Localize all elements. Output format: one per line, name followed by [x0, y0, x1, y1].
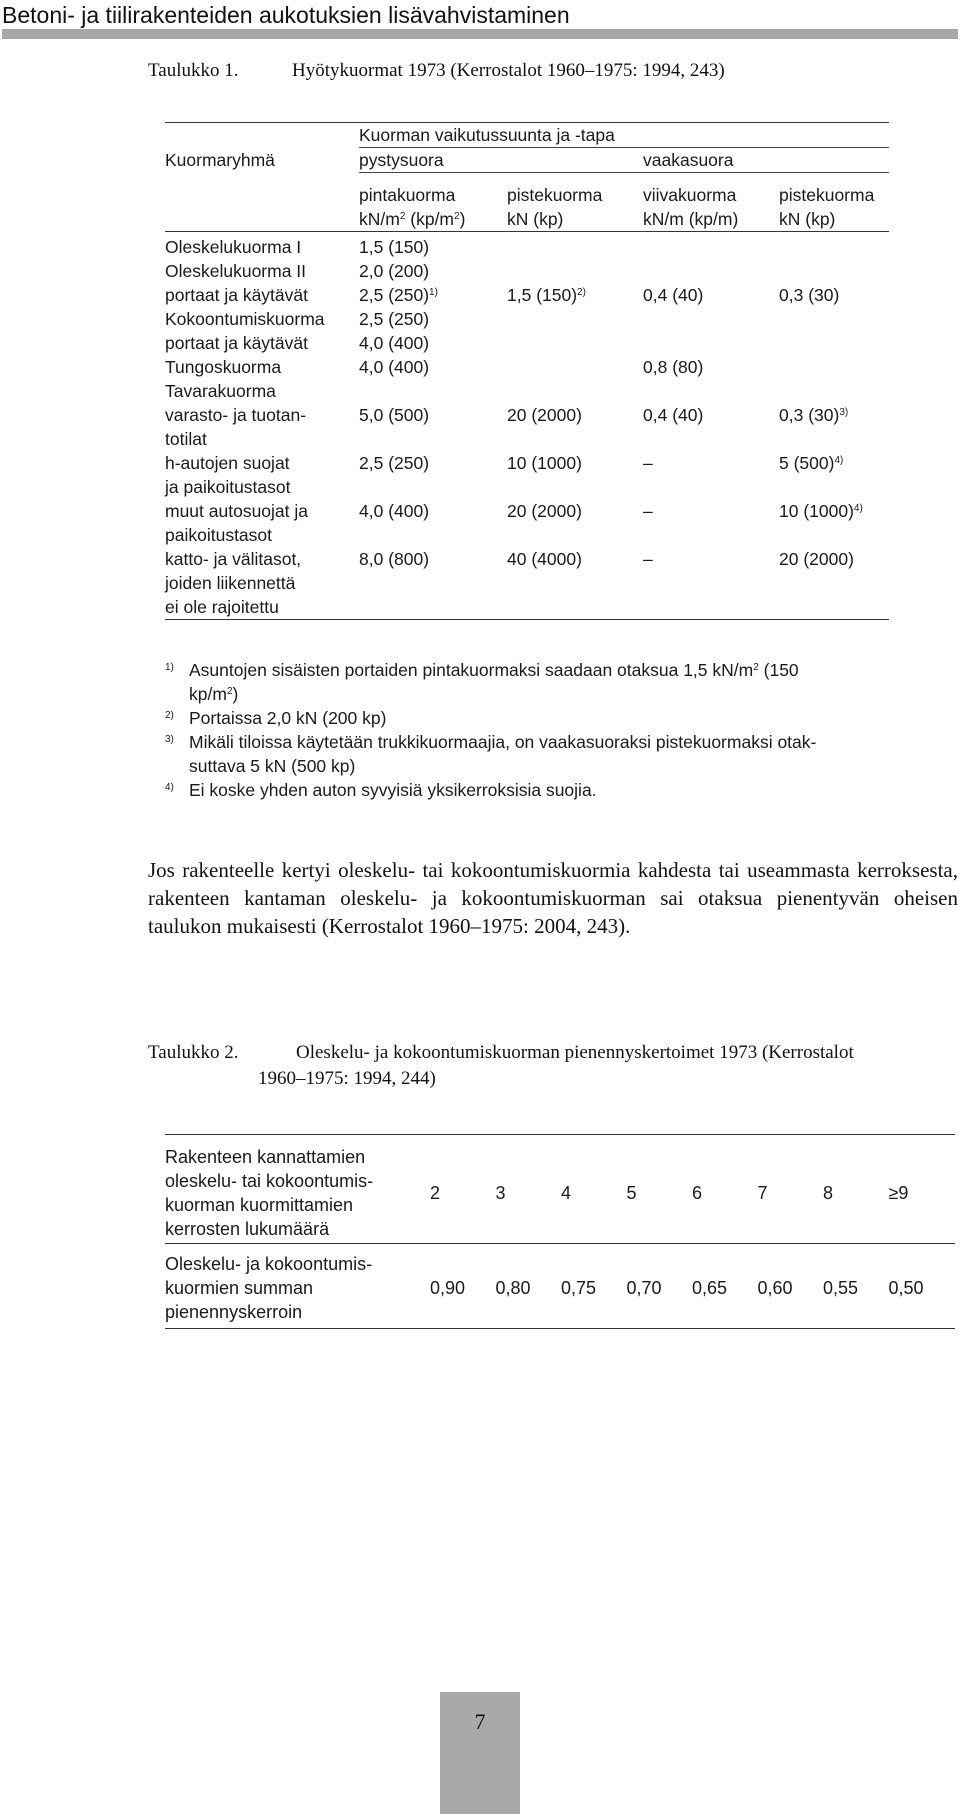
table1-row-header: Kuormaryhmä	[165, 149, 275, 170]
footnote-ref: 4)	[853, 503, 863, 514]
table-cell: 0,50	[888, 1277, 924, 1298]
table-cell-c2	[507, 355, 643, 379]
table1-footnotes	[165, 658, 905, 802]
table1-group-header: Kuorman vaikutussuunta ja -tapa	[359, 123, 889, 148]
table-cell-c1	[359, 379, 507, 403]
load-group-name: varasto- ja tuotan- totilat	[165, 405, 307, 449]
table-cell: 8	[823, 1182, 834, 1203]
load-group-name: muut autosuojat ja paikoitustasot	[165, 501, 309, 545]
table1-caption-number: Taulukko 1.	[148, 60, 239, 81]
footnote-text: Portaissa 2,0 kN (200 kp)	[189, 708, 387, 728]
body-paragraph: Jos rakenteelle kertyi oleskelu- tai kokoontumiskuormia kahdesta tai useammasta kerroksesta, rakenteen kantaman oleskelu- ja kokoontumiskuorman sai otaksua pienentyvän oheisen taulukon mukaisesti (Kerrostalot 1960–1975: 2004, 243).	[148, 858, 958, 938]
table-cell-c2: 10 (1000)	[507, 453, 582, 473]
table-cell: 0,80	[495, 1277, 531, 1298]
load-group-name: Tavarakuorma	[165, 381, 276, 401]
table-cell: 0,55	[823, 1277, 859, 1298]
table-cell-c4: 5 $(500)^{4)}$	[779, 453, 844, 473]
table-cell-c3: 0,4 (40)	[643, 285, 704, 305]
table-row	[165, 331, 889, 355]
footnote	[165, 658, 905, 706]
table1	[165, 122, 889, 624]
footnote-number: 4)	[165, 782, 174, 793]
table-cell-c4	[779, 307, 889, 331]
table-cell-c2	[507, 235, 643, 259]
load-group-name: portaat ja käytävät	[165, 333, 308, 353]
load-group-name: Tungoskuorma	[165, 357, 282, 377]
footnote	[165, 778, 905, 802]
table-cell-c1: 2,5 $(250)^{1)}$	[359, 285, 438, 305]
table1-col1-header: pintakuorma $kN/m^2$ $(kp/m^2)$	[359, 184, 466, 229]
footnote-number: 2)	[165, 710, 174, 721]
table2-row-factor	[165, 1243, 955, 1329]
table-row	[165, 283, 889, 307]
table-row	[165, 307, 889, 331]
table1-vertical-header: pystysuora	[359, 148, 643, 173]
load-group-name: Kokoontumiskuorma	[165, 309, 325, 329]
table-cell-c1: 2,5 (250)	[359, 453, 430, 473]
row-label: Oleskelu- ja kokoontumis- kuormien summan pienennyskerroin	[165, 1254, 373, 1322]
footnote-text: Asuntojen sisäisten portaiden pintakuormaksi saadaan otaksua 1,5 $kN/m^2$ (150 $kp/m^2$)	[189, 660, 799, 704]
footnote-text: Mikäli tiloissa käytetään trukkikuormaajia, on vaakasuoraksi pistekuormaksi otak- suttava 5 kN (500 kp)	[189, 732, 817, 776]
table-cell: 4	[561, 1182, 572, 1203]
table-cell-c1: 5,0 (500)	[359, 405, 430, 425]
table-cell-c4: 20 (2000)	[779, 549, 854, 569]
table-row	[165, 403, 889, 451]
table-cell-c2: 40 (4000)	[507, 549, 582, 569]
load-group-name: portaat ja käytävät	[165, 285, 308, 305]
table-cell: 0,70	[626, 1277, 662, 1298]
table-cell-c4: 10 $(1000)^{4)}$	[779, 501, 863, 521]
table2	[165, 1134, 955, 1329]
table2-row-floors	[165, 1134, 955, 1243]
table1-col3-header: viivakuorma kN/m (kp/m)	[643, 184, 739, 229]
row-label: Rakenteen kannattamien oleskelu- tai kokoontumis- kuorman kuormittamien kerrosten lukumäärä	[165, 1147, 374, 1239]
table-cell-c1: 2,5 (250)	[359, 309, 430, 329]
table-cell: 0,75	[561, 1277, 597, 1298]
footnote-number: 3)	[165, 734, 174, 745]
table-cell: 0,60	[757, 1277, 793, 1298]
footnote-ref: 2)	[577, 287, 586, 298]
table1-col4-header: pistekuorma kN (kp)	[779, 184, 875, 229]
table1-caption-text: Hyötykuormat 1973 (Kerrostalot 1960–1975: 1994, 243)	[292, 60, 725, 81]
table1-caption	[148, 60, 725, 82]
table2-caption-continuation: 1960–1975: 1994, 244)	[258, 1068, 436, 1089]
table1-horizontal-header: vaakasuora	[643, 148, 889, 173]
table-cell: 3	[495, 1182, 506, 1203]
footnote-text: Ei koske yhden auton syvyisiä yksikerroksisia suojia.	[189, 780, 597, 800]
table-cell-c4	[779, 235, 889, 259]
table-cell-c3: –	[643, 453, 653, 473]
running-header: Betoni- ja tiilirakenteiden aukotuksien lisävahvistaminen	[2, 2, 570, 28]
table-cell-c4: 0,3 $(30)^{3)}$	[779, 405, 849, 425]
header-rule	[2, 29, 958, 39]
table-cell-c2: 1,5 $(150)^{2)}$	[507, 285, 586, 305]
table-cell-c1: 4,0 (400)	[359, 333, 430, 353]
table-cell: 0,65	[692, 1277, 728, 1298]
table-row	[165, 547, 889, 620]
table-cell-c4	[779, 331, 889, 355]
table-cell-c1: 2,0 (200)	[359, 261, 430, 281]
table-row	[165, 379, 889, 403]
table-row	[165, 355, 889, 379]
table-cell-c2	[507, 331, 643, 355]
footnote	[165, 730, 905, 778]
table-cell-c2	[507, 307, 643, 331]
load-group-name: Oleskelukuorma II	[165, 261, 307, 281]
table-cell: ≥9	[888, 1182, 909, 1203]
table-cell-c3: –	[643, 549, 653, 569]
footnote-number: 1)	[165, 662, 174, 673]
table-cell-c2: 20 (2000)	[507, 405, 582, 425]
table2-caption-number: Taulukko 2.	[148, 1042, 239, 1063]
table-cell-c2: 20 (2000)	[507, 501, 582, 521]
table1-body	[165, 235, 889, 620]
table-cell-c4	[779, 355, 889, 379]
load-group-name: h-autojen suojat ja paikoitustasot	[165, 453, 291, 497]
table-cell: 2	[430, 1182, 441, 1203]
footnote-ref: 4)	[834, 455, 844, 466]
page-number: 7	[440, 1692, 520, 1814]
table-row	[165, 259, 889, 283]
table-cell-c4	[779, 379, 889, 403]
table-cell-c3: –	[643, 501, 653, 521]
table-cell: 0,90	[430, 1277, 466, 1298]
table2-caption	[148, 1040, 960, 1092]
table-cell-c1: 8,0 (800)	[359, 549, 430, 569]
table-cell: 5	[626, 1182, 637, 1203]
table-cell-c1: 4,0 (400)	[359, 357, 430, 377]
table-cell-c1: 1,5 (150)	[359, 237, 430, 257]
footnote-ref: 3)	[839, 407, 849, 418]
table-cell-c3: 0,8 (80)	[643, 357, 704, 377]
table-cell-c1: 4,0 (400)	[359, 501, 430, 521]
table1-col2-header: pistekuorma kN (kp)	[507, 184, 603, 229]
table-row	[165, 499, 889, 547]
table-cell-c3	[643, 331, 779, 355]
table-cell-c3	[643, 259, 779, 283]
table-cell-c3: 0,4 (40)	[643, 405, 704, 425]
table-cell-c3	[643, 235, 779, 259]
table-row	[165, 235, 889, 259]
table-cell-c3	[643, 379, 779, 403]
table-row	[165, 451, 889, 499]
table-cell-c2	[507, 379, 643, 403]
footnote-ref: 1)	[429, 287, 438, 298]
footnote	[165, 706, 905, 730]
table-cell: 7	[757, 1182, 768, 1203]
table2-caption-text: Oleskelu- ja kokoontumiskuorman pienennyskertoimet 1973 (Kerrostalot	[296, 1042, 854, 1063]
load-group-name: katto- ja välitasot, joiden liikennettä ei ole rajoitettu	[165, 549, 302, 617]
table-cell-c4: 0,3 (30)	[779, 285, 840, 305]
table-cell-c2	[507, 259, 643, 283]
load-group-name: Oleskelukuorma I	[165, 237, 302, 257]
table-cell-c3	[643, 307, 779, 331]
table-cell: 6	[692, 1182, 703, 1203]
table-cell-c4	[779, 259, 889, 283]
